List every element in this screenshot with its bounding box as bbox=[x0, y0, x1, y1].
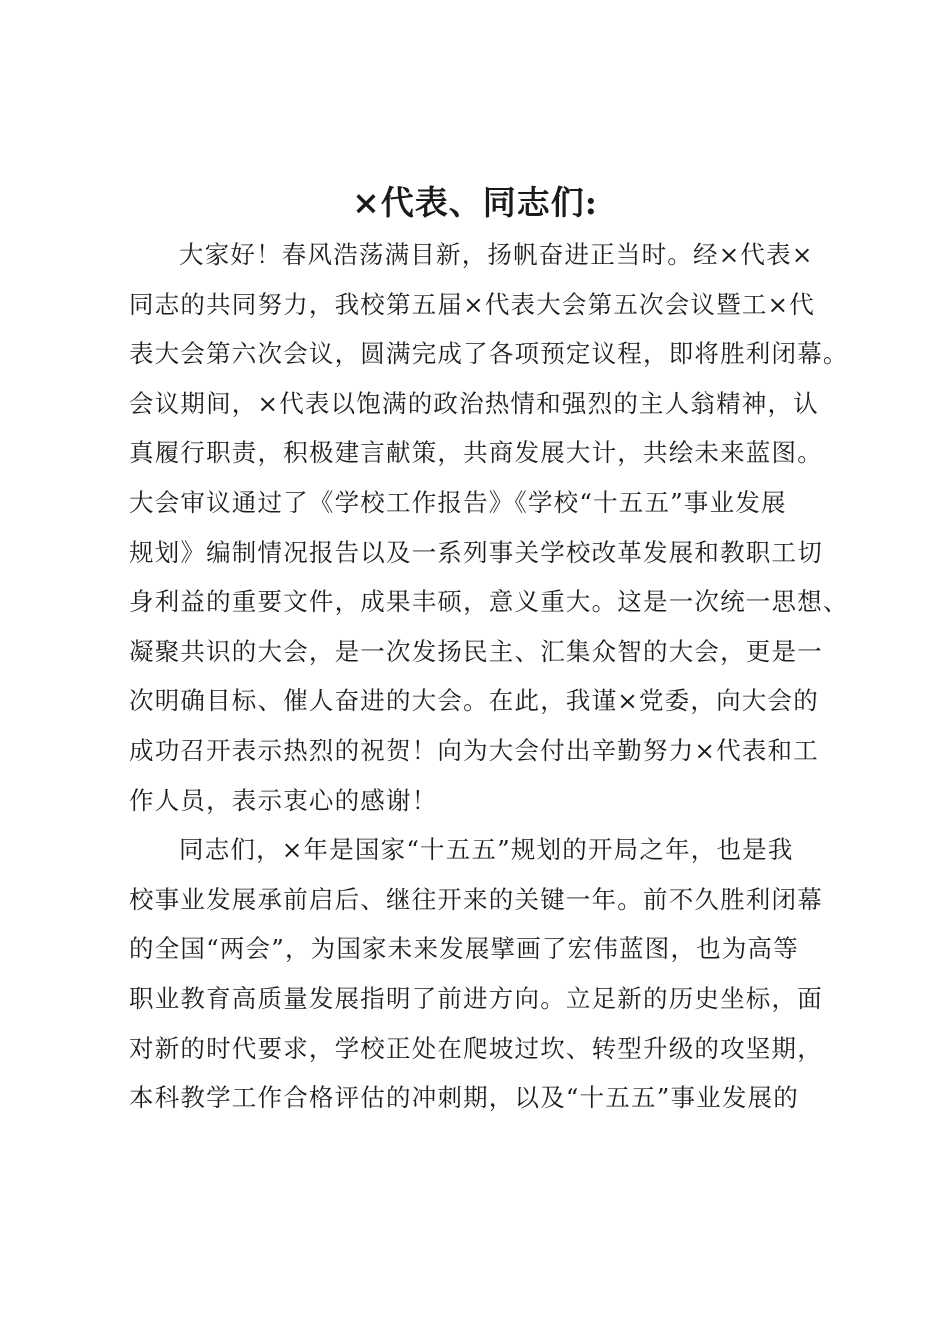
speech-salutation-heading: ×代表、同志们: bbox=[352, 183, 598, 222]
paragraph-1-line: 同志的共同努力，我校第五届×代表大会第五次会议暨工×代 bbox=[129, 289, 815, 319]
paragraph-1-line: 规划》编制情况报告以及一系列事关学校改革发展和教职工切 bbox=[129, 537, 823, 567]
paragraph-1-line: 作人员，表示衷心的感谢！ bbox=[129, 785, 438, 815]
paragraph-2-line: 对新的时代要求，学校正处在爬坡过坎、转型升级的攻坚期， bbox=[129, 1033, 823, 1063]
speech-body bbox=[129, 230, 849, 1123]
paragraph-1-line: 大家好！春风浩荡满目新，扬帆奋进正当时。经×代表× bbox=[179, 240, 814, 269]
paragraph-1-line: 身利益的重要文件，成果丰硕，意义重大。这是一次统一思想、 bbox=[129, 587, 849, 617]
paragraph-2-line: 职业教育高质量发展指明了前进方向。立足新的历史坐标，面 bbox=[129, 983, 823, 1013]
paragraph-1-line: 次明确目标、催人奋进的大会。在此，我谨×党委，向大会的 bbox=[129, 686, 819, 716]
paragraph-1-line: 表大会第六次会议，圆满完成了各项预定议程，即将胜利闭幕。 bbox=[129, 339, 849, 369]
paragraph-1-line: 大会审议通过了《学校工作报告》《学校“十五五”事业发展 bbox=[129, 487, 787, 517]
paragraph-2-line: 同志们，×年是国家“十五五”规划的开局之年，也是我 bbox=[179, 835, 794, 865]
paragraph-1-line: 真履行职责，积极建言献策，共商发展大计，共绘未来蓝图。 bbox=[129, 438, 823, 468]
paragraph-1-line: 会议期间，×代表以饱满的政治热情和强烈的主人翁精神，认 bbox=[129, 388, 819, 418]
paragraph-2-line: 的全国“两会”，为国家未来发展擘画了宏伟蓝图，也为高等 bbox=[129, 934, 799, 964]
paragraph-1-line: 凝聚共识的大会，是一次发扬民主、汇集众智的大会，更是一 bbox=[129, 636, 823, 666]
paragraph-1-line: 成功召开表示热烈的祝贺！向为大会付出辛勤努力×代表和工 bbox=[129, 735, 819, 765]
paragraph-2-line: 校事业发展承前启后、继往开来的关键一年。前不久胜利闭幕 bbox=[129, 884, 823, 914]
paragraph-2-line: 本科教学工作合格评估的冲刺期，以及“十五五”事业发展的 bbox=[129, 1083, 799, 1113]
